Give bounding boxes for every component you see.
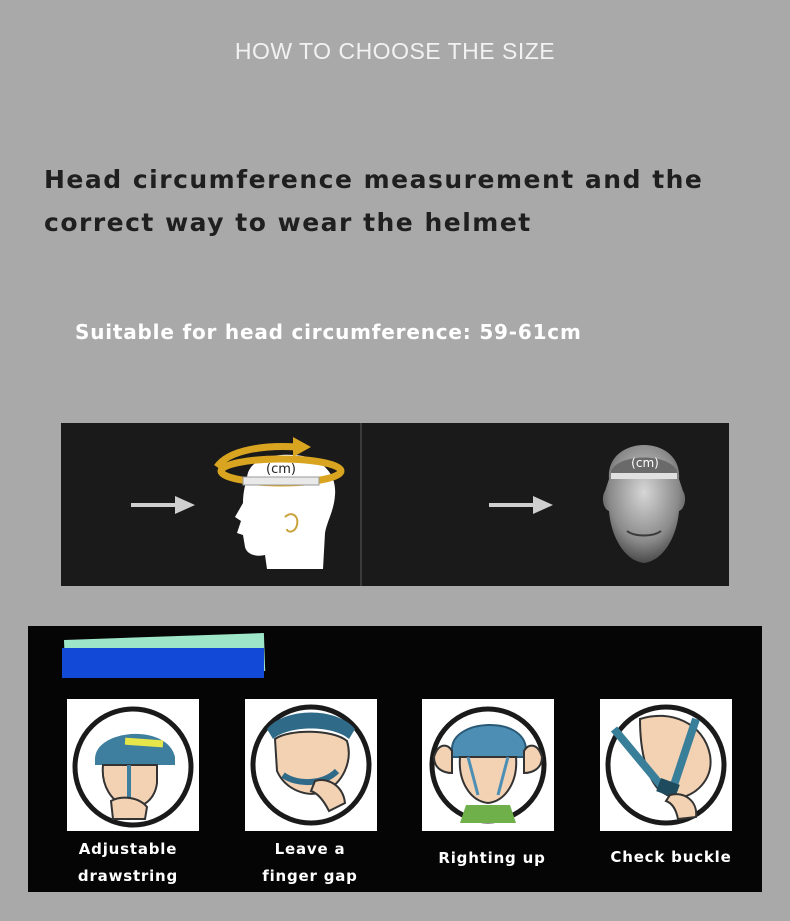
drawstring-icon (67, 699, 199, 831)
unit-label-right: (cm) (631, 456, 659, 470)
step-caption-finger-gap (246, 836, 374, 890)
step-caption-check-buckle (596, 844, 746, 871)
step-caption-line: finger gap (262, 867, 358, 885)
step-card-check-buckle (600, 699, 732, 831)
step-caption-line: Adjustable (78, 840, 178, 858)
step-caption-righting-up (422, 845, 562, 872)
step-caption-line: Leave a (274, 840, 346, 858)
headline-line-2: correct way to wear the helmet (44, 208, 532, 237)
panel-divider (360, 423, 362, 586)
step-card-finger-gap (245, 699, 377, 831)
headline-line-1: Head circumference measurement and the (44, 165, 704, 194)
arrow-right-icon-2 (487, 495, 555, 515)
wearing-steps-panel (28, 626, 762, 892)
page-title: HOW TO CHOOSE THE SIZE (234, 38, 556, 64)
step-caption-line: Righting up (438, 849, 546, 867)
step-caption-drawstring (64, 836, 192, 890)
size-range-text: Suitable for head circumference: 59-61cm (75, 320, 582, 344)
tape-decoration-blue (62, 648, 264, 678)
step-caption-line: Check buckle (610, 848, 732, 866)
step-caption-line: drawstring (77, 867, 179, 885)
helmet-upright-icon (422, 699, 554, 831)
arrow-right-icon (129, 495, 197, 515)
unit-label-left: (cm) (266, 462, 296, 477)
step-card-drawstring (67, 699, 199, 831)
step-card-righting-up (422, 699, 554, 831)
head-top-measure-icon (589, 439, 699, 569)
headline (44, 158, 774, 244)
measurement-panel (61, 423, 729, 586)
buckle-icon (600, 699, 732, 831)
head-profile-measure-icon (207, 433, 353, 581)
finger-gap-icon (245, 699, 377, 831)
